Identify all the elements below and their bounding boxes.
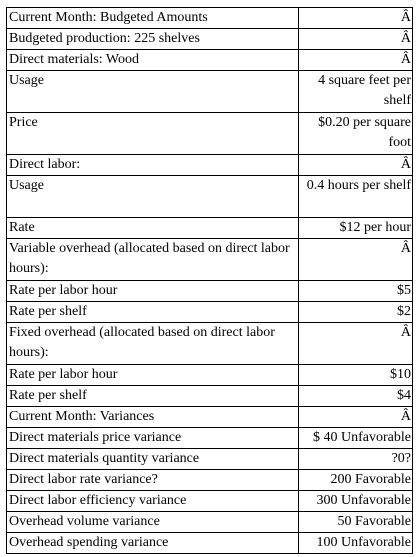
row-label: Overhead spending variance: [7, 533, 299, 554]
row-value: 0.4 hours per shelf: [299, 176, 413, 218]
row-value: $ 40 Unfavorable: [299, 428, 413, 449]
row-label: Current Month: Variances: [7, 407, 299, 428]
row-label: Current Month: Budgeted Amounts: [7, 8, 299, 29]
row-label: Direct labor efficiency variance: [7, 491, 299, 512]
table-row: [7, 491, 413, 512]
row-label: Variable overhead (allocated based on direct labor hours):: [7, 239, 299, 281]
row-value: Â: [299, 8, 413, 29]
table-row: [7, 239, 413, 281]
row-value: 200 Favorable: [299, 470, 413, 491]
row-value: Â: [299, 155, 413, 176]
row-value: 100 Unfavorable: [299, 533, 413, 554]
table-row: [7, 281, 413, 302]
table-row: [7, 50, 413, 71]
row-label: Overhead volume variance: [7, 512, 299, 533]
row-value: Â: [299, 29, 413, 50]
row-value: ?0?: [299, 449, 413, 470]
row-label: Budgeted production: 225 shelves: [7, 29, 299, 50]
row-label: Usage: [7, 71, 299, 113]
row-label: Rate per labor hour: [7, 281, 299, 302]
row-label: Direct labor:: [7, 155, 299, 176]
table-row: [7, 176, 413, 218]
row-label: Price: [7, 113, 299, 155]
row-value: $10: [299, 365, 413, 386]
table-row: [7, 470, 413, 491]
row-label: Rate per shelf: [7, 302, 299, 323]
row-label: Rate: [7, 218, 299, 239]
table-body: [7, 8, 413, 554]
row-label: Usage: [7, 176, 299, 218]
row-value: $5: [299, 281, 413, 302]
row-value: 50 Favorable: [299, 512, 413, 533]
row-value: $4: [299, 386, 413, 407]
budget-variance-table: [6, 7, 413, 554]
row-value: $0.20 per square foot: [299, 113, 413, 155]
table-row: [7, 449, 413, 470]
table-row: [7, 8, 413, 29]
table-row: [7, 218, 413, 239]
table-row: [7, 323, 413, 365]
table-row: [7, 155, 413, 176]
row-label: Rate per labor hour: [7, 365, 299, 386]
row-value: $12 per hour: [299, 218, 413, 239]
row-label: Direct materials price variance: [7, 428, 299, 449]
table-row: [7, 29, 413, 50]
table-row: [7, 113, 413, 155]
row-value: $2: [299, 302, 413, 323]
table-row: [7, 365, 413, 386]
table-row: [7, 386, 413, 407]
row-value: 4 square feet per shelf: [299, 71, 413, 113]
table-row: [7, 407, 413, 428]
row-value: Â: [299, 239, 413, 281]
table-row: [7, 302, 413, 323]
row-label: Rate per shelf: [7, 386, 299, 407]
row-label: Fixed overhead (allocated based on direct labor hours):: [7, 323, 299, 365]
table-row: [7, 512, 413, 533]
row-label: Direct materials quantity variance: [7, 449, 299, 470]
table-row: [7, 71, 413, 113]
row-value: 300 Unfavorable: [299, 491, 413, 512]
row-value: Â: [299, 50, 413, 71]
row-label: Direct materials: Wood: [7, 50, 299, 71]
row-value: Â: [299, 323, 413, 365]
row-value: Â: [299, 407, 413, 428]
table-row: [7, 428, 413, 449]
row-label: Direct labor rate variance?: [7, 470, 299, 491]
table-row: [7, 533, 413, 554]
